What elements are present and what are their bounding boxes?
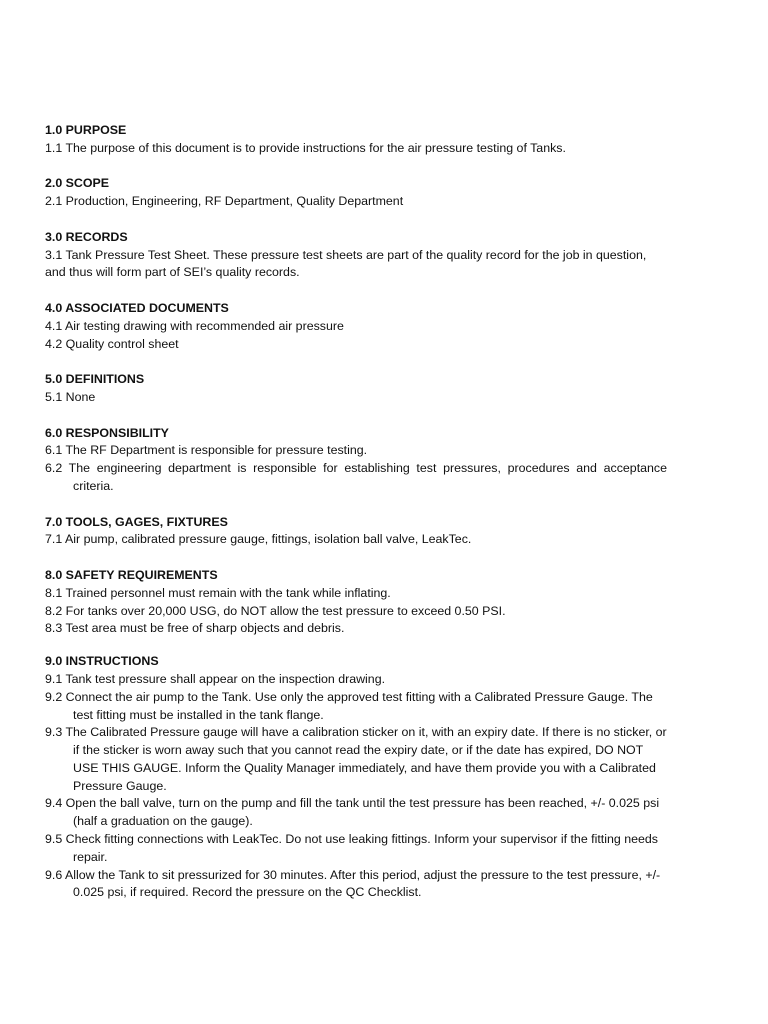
section-item: 1.1 The purpose of this document is to provide instructions for the air pressure testing of Tanks. [45, 140, 566, 155]
section-heading: 8.0 SAFETY REQUIREMENTS [45, 567, 218, 582]
section-heading: 5.0 DEFINITIONS [45, 372, 145, 387]
section-heading: 1.0 PURPOSE [45, 123, 127, 137]
procedure-document [45, 122, 667, 920]
section-item: 4.2 Quality control sheet [45, 336, 179, 351]
section-tools-gages-fixtures [45, 514, 667, 550]
section-heading: 7.0 TOOLS, GAGES, FIXTURES [45, 514, 228, 529]
section-item: 6.1 The RF Department is responsible for pressure testing. [45, 443, 368, 458]
section-heading: 4.0 ASSOCIATED DOCUMENTS [45, 300, 229, 315]
section-item: 8.1 Trained personnel must remain with the tank while inflating. [45, 585, 391, 600]
section-definitions [45, 371, 667, 407]
section-item: 6.2 The engineering department is responsible for establishing test pressures, procedures and acceptance criteria. [45, 461, 667, 493]
section-item: 8.3 Test area must be free of sharp objects and debris. [45, 621, 345, 636]
section-item: 4.1 Air testing drawing with recommended air pressure [45, 318, 344, 333]
section-records [45, 229, 667, 282]
section-heading: 9.0 INSTRUCTIONS [45, 654, 159, 669]
section-responsibility [45, 425, 667, 496]
section-item: 9.3 The Calibrated Pressure gauge will have a calibration sticker on it, with an expiry date. If there is no sticker, or if the sticker is worn away such that you cannot read the expiry date, or if the date has expired, DO NOT USE THIS GAUGE. Inform the Quality Manager immediately, and have them provide you with a Calibrated Pressure Gauge. [45, 725, 667, 793]
section-heading: 2.0 SCOPE [45, 176, 110, 191]
section-associated-documents [45, 300, 667, 353]
section-item: 2.1 Production, Engineering, RF Department, Quality Department [45, 194, 404, 209]
section-item: 9.6 Allow the Tank to sit pressurized for 30 minutes. After this period, adjust the pressure to the test pressure, +/- 0.025 psi, if required. Record the pressure on the QC Checklist. [45, 867, 661, 900]
section-scope [45, 175, 667, 211]
section-purpose [45, 122, 667, 158]
section-item: 9.4 Open the ball valve, turn on the pump and fill the tank until the test pressure has been reached, +/- 0.025 psi (half a graduation on the gauge). [45, 796, 660, 829]
section-item: 3.1 Tank Pressure Test Sheet. These pressure test sheets are part of the quality record for the job in question, and thus will form part of SEI’s quality records. [45, 247, 647, 280]
section-item: 9.5 Check fitting connections with LeakTec. Do not use leaking fittings. Inform your supervisor if the fitting needs repair. [45, 832, 658, 864]
section-item: 7.1 Air pump, calibrated pressure gauge, fittings, isolation ball valve, LeakTec. [45, 532, 472, 547]
section-item: 9.2 Connect the air pump to the Tank. Use only the approved test fitting with a Calibrated Pressure Gauge. The test fitting must be installed in the tank flange. [45, 689, 653, 722]
section-item: 9.1 Tank test pressure shall appear on the inspection drawing. [45, 671, 386, 686]
section-item: 5.1 None [45, 389, 96, 404]
section-instructions [45, 653, 667, 902]
section-heading: 3.0 RECORDS [45, 229, 128, 244]
section-heading: 6.0 RESPONSIBILITY [45, 425, 169, 440]
section-item: 8.2 For tanks over 20,000 USG, do NOT allow the test pressure to exceed 0.50 PSI. [45, 603, 506, 618]
section-safety-requirements [45, 567, 667, 638]
